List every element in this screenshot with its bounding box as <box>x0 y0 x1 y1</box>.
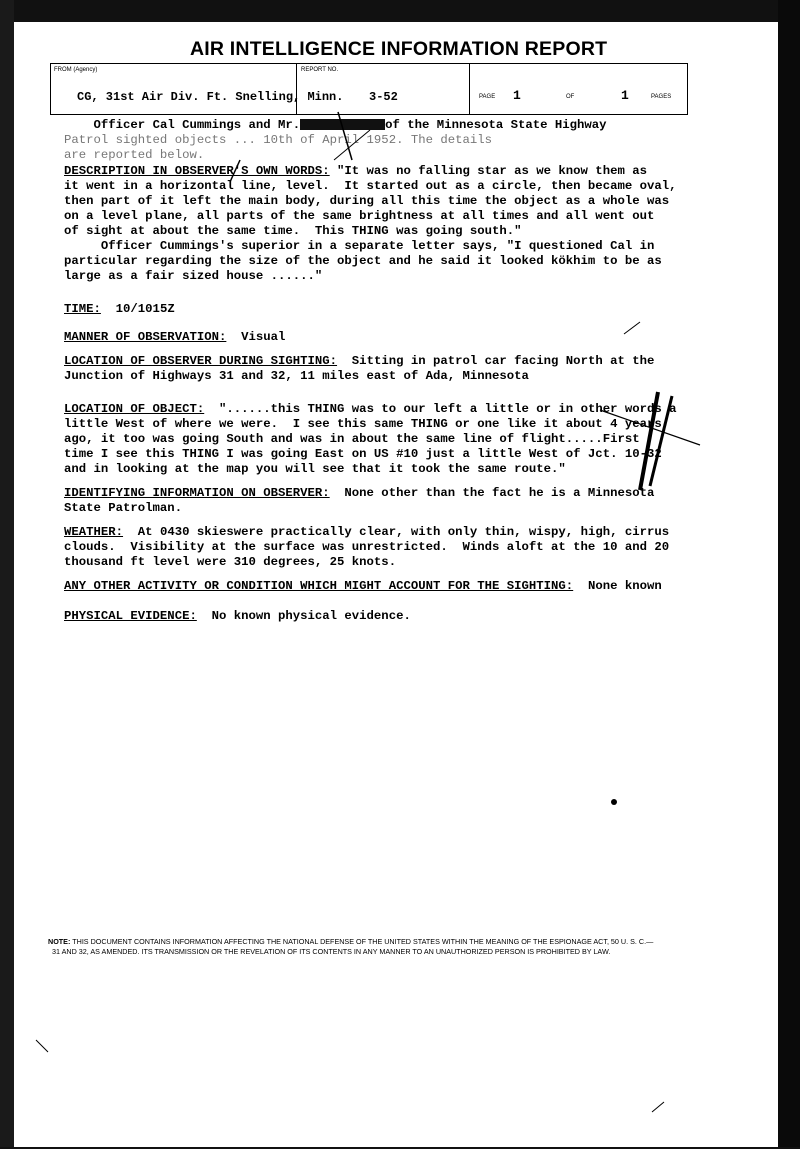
physical-evidence-label: PHYSICAL EVIDENCE: <box>64 609 197 623</box>
time-label: TIME: <box>64 302 101 316</box>
description-line: Officer Cummings's superior in a separate letter says, "I questioned Cal in <box>64 239 655 253</box>
total-pages: 1 <box>621 88 629 103</box>
page-label: PAGE <box>479 94 496 100</box>
location-object-line: little West of where we were. I see this same THING or one like it about 4 years <box>64 417 662 431</box>
pages-label: PAGES <box>651 94 672 100</box>
location-observer-value: Sitting in patrol car facing North at the <box>337 354 655 368</box>
manner-value: Visual <box>226 330 286 344</box>
weather-label: WEATHER: <box>64 525 124 539</box>
location-object-label: LOCATION OF OBJECT: <box>64 402 205 416</box>
identifying-value: None other than the fact he is a Minnesota <box>329 486 655 500</box>
notice-label: NOTE: <box>48 937 71 946</box>
of-label: OF <box>566 94 575 100</box>
description-heading: DESCRIPTION IN OBSERVER'S OWN WORDS: <box>64 164 330 178</box>
notice-line-2: 31 AND 32, AS AMENDED. ITS TRANSMISSION OR THE REVELATION OF ITS CONTENTS IN ANY MANNER TO AN UNAUTHORIZED PERSON IS PROHIBITED BY LAW. <box>52 947 611 956</box>
physical-evidence-value: No known physical evidence. <box>196 609 411 623</box>
location-observer-line-2: Junction of Highways 31 and 32, 11 miles east of Ada, Minnesota <box>64 369 529 383</box>
description-line: large as a fair sized house ......" <box>64 269 323 283</box>
location-object-value: "......this THING was to our left a little or in other words a <box>204 402 677 416</box>
other-activity-label: ANY OTHER ACTIVITY OR CONDITION WHICH MIGHT ACCOUNT FOR THE SIGHTING: <box>64 579 574 593</box>
location-object-line: time I see this THING I was going East on US #10 just a little West of Jct. 10-32 <box>64 447 662 461</box>
other-activity-value: None known <box>573 579 662 593</box>
report-title: AIR INTELLIGENCE INFORMATION REPORT <box>190 38 608 60</box>
from-value: CG, 31st Air Div. Ft. Snelling, Minn. <box>77 90 344 104</box>
intro-line-2: Patrol sighted objects ... 10th of April 1952. The details <box>64 133 493 147</box>
page-number: 1 <box>513 88 521 103</box>
report-no-label: REPORT NO. <box>301 67 339 73</box>
description-line: it went in a horizontal line, level. It started out as a circle, then became oval, <box>64 179 677 193</box>
identifying-label: IDENTIFYING INFORMATION ON OBSERVER: <box>64 486 330 500</box>
description-line: of sight at about the same time. This THING was going south." <box>64 224 522 238</box>
notice-text-1: THIS DOCUMENT CONTAINS INFORMATION AFFECTING THE NATIONAL DEFENSE OF THE UNITED STATES WITHIN THE MEANING OF THE ESPIONAGE ACT, 50 U. S. C.— <box>72 937 654 946</box>
manner-label: MANNER OF OBSERVATION: <box>64 330 227 344</box>
intro-text-a: Officer Cal Cummings and Mr. <box>93 118 301 132</box>
report-no-value: 3-52 <box>369 90 398 104</box>
description-line: on a level plane, all parts of the same brightness at all times and all went out <box>64 209 655 223</box>
location-observer-label: LOCATION OF OBSERVER DURING SIGHTING: <box>64 354 338 368</box>
location-object-line: and in looking at the map you will see that it took the same route." <box>64 462 566 476</box>
description-line: particular regarding the size of the object and he said it looked kökhim to be as <box>64 254 662 268</box>
weather-line: thousand ft level were 310 degrees, 25 knots. <box>64 555 397 569</box>
weather-value: At 0430 skieswere practically clear, with only thin, wispy, high, cirrus <box>123 525 670 539</box>
description-line: then part of it left the main body, during all this time the object as a whole was <box>64 194 670 208</box>
description-text: "It was no falling star as we know them as <box>329 164 647 178</box>
time-value: 10/1015Z <box>100 302 175 316</box>
location-object-line: ago, it too was going South and was in about the same line of flight.....First <box>64 432 640 446</box>
from-label: FROM (Agency) <box>54 67 98 73</box>
intro-text-b: of the Minnesota State Highway <box>385 118 607 132</box>
intro-line-3: are reported below. <box>64 148 205 162</box>
identifying-line-2: State Patrolman. <box>64 501 183 515</box>
weather-line: clouds. Visibility at the surface was unrestricted. Winds aloft at the 10 and 20 <box>64 540 670 554</box>
